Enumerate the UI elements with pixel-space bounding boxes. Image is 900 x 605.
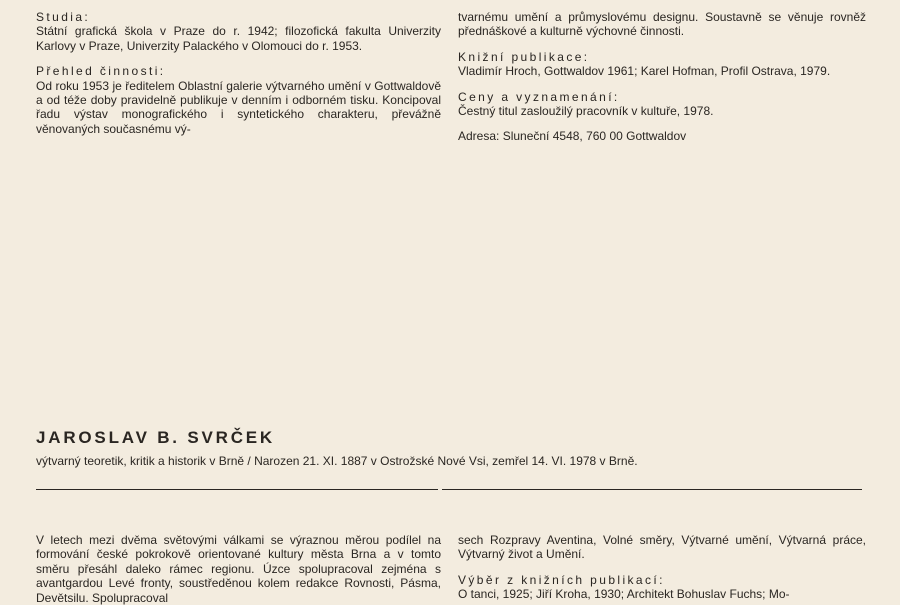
top-left-column [36,10,441,136]
publikace-heading: Knižní publikace: [458,49,590,64]
entry-subtitle: výtvarný teoretik, kritik a historik v Brně / Narozen 21. XI. 1887 v Ostrožské Nové Vsi, zemřel 14. VI. 1978 v Brně. [36,454,638,468]
activity-continuation: tvarnému umění a průmyslovému designu. Soustavně se věnuje rovněž přednáškové a kulturně výchovné činnosti. [458,10,866,39]
ceny-heading: Ceny a vyznamenání: [458,89,620,104]
top-right-column [458,10,866,144]
biography-text: V letech mezi dvěma světovými válkami se výraznou měrou podílel na formování české pokrokově orientované kultury města Brna a v tomto směru přesáhl daleko rámec regionu. Úzce spolupracoval zejména s avantgardou Levé fronty, soustředěnou kolem redakce Rovnosti, Pásma, Devětsilu. Spolupracoval [36,533,441,605]
ceny-text: Čestný titul zasloužilý pracovník v kultuře, 1978. [458,104,714,119]
studia-text: Státní grafická škola v Praze do r. 1942; filozofická fakulta Univerzity Karlovy v Praze, Univerzity Palackého v Olomouci do r. 1953. [36,24,441,53]
periodicals-continuation: sech Rozpravy Aventina, Volné směry, Výtvarné umění, Výtvarná práce, Výtvarný život a Umění. [458,533,866,562]
vyber-text: O tanci, 1925; Jiří Kroha, 1930; Architekt Bohuslav Fuchs; Mo- [458,587,790,602]
divider-rule [36,489,862,490]
divider-gap [438,486,442,492]
address-text: Adresa: Sluneční 4548, 760 00 Gottwaldov [458,129,687,144]
entry-name: JAROSLAV B. SVRČEK [36,428,276,447]
studia-heading: Studia: [36,10,91,24]
prehled-heading: Přehled činnosti: [36,64,166,79]
prehled-text: Od roku 1953 je ředitelem Oblastní galerie výtvarného umění v Gottwaldově a od téže doby pravidelně publikuje v denním i odborném tisku. Koncipoval řadu výstav monografického i syntetického charakteru, převážně věnovaných současnému vý- [36,78,441,136]
bottom-left-column [36,533,441,605]
publikace-text: Vladimír Hroch, Gottwaldov 1961; Karel Hofman, Profil Ostrava, 1979. [458,64,831,79]
bottom-right-column [458,533,866,602]
vyber-heading: Výběr z knižních publikací: [458,572,665,587]
